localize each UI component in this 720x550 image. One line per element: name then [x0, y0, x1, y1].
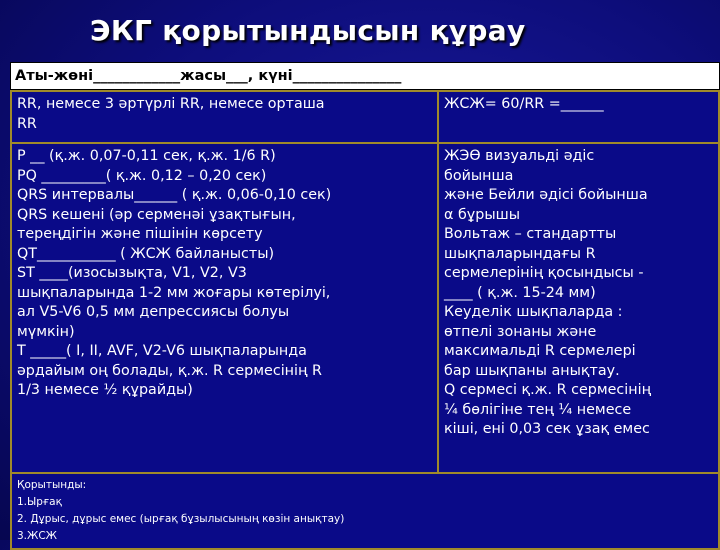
interval-line: QT___________ ( ЖСЖ байланысты)	[17, 245, 275, 262]
axis-line: максимальді R сермелері	[444, 343, 636, 359]
axis-line: және Бейли әдісі бойынша	[444, 187, 648, 203]
interval-line: тереңдігін және пішінін көрсету	[17, 226, 263, 242]
hr-cell	[438, 91, 719, 143]
interval-line: T _____( I, II, AVF, V2-V6 шықпаларында	[17, 343, 307, 359]
rr-line: RR	[17, 115, 37, 132]
axis-line: шықпаларындағы R	[444, 245, 596, 262]
ecg-table	[10, 90, 720, 550]
axis-line: ____ ( қ.ж. 15-24 мм)	[444, 284, 596, 301]
conclusion-line: 2. Дұрыс, дұрыс емес (ырғақ бұзылысының көзін анықтау)	[17, 513, 345, 525]
axis-line: бойынша	[444, 167, 514, 184]
axis-line: ¼ бөлігіне тең ¼ немесе	[444, 401, 632, 418]
rr-line: RR, немесе 3 әртүрлі RR, немесе орташа	[17, 96, 325, 112]
interval-line: шықпаларында 1-2 мм жоғары көтерілуі,	[17, 284, 331, 301]
axis-line: ЖЭӨ визуальді әдіс	[444, 148, 595, 164]
axis-line: Вольтаж – стандартты	[444, 226, 617, 242]
interval-line: PQ _________( қ.ж. 0,12 – 0,20 сек)	[17, 167, 267, 184]
conclusion-line: Қорытынды:	[17, 479, 87, 491]
interval-line: QRS интервалы______ ( қ.ж. 0,06-0,10 сек)	[17, 187, 332, 203]
interval-line: 1/3 немесе ½ құрайды)	[17, 382, 193, 398]
conclusion-line: 3.ЖСЖ	[17, 530, 57, 542]
conclusion-line: 1.Ырғақ	[17, 496, 62, 508]
interval-line: P __ (қ.ж. 0,07-0,11 сек, қ.ж. 1/6 R)	[17, 148, 276, 164]
axis-line: өтпелі зонаны және	[444, 323, 597, 340]
interval-line: әрдайым оң болады, қ.ж. R сермесінің R	[17, 362, 322, 379]
axis-line: Q сермесі қ.ж. R сермесінің	[444, 382, 652, 398]
axis-line: сермелерінің қосындысы -	[444, 265, 644, 281]
axis-voltage-cell	[438, 143, 719, 473]
intervals-cell	[11, 143, 438, 473]
table-row-conclusion	[11, 473, 719, 549]
page-title: ЭКГ қорытындысын құрау	[90, 14, 526, 47]
axis-line: α бұрышы	[444, 206, 520, 223]
hr-line: ЖСЖ= 60/RR =______	[444, 96, 604, 112]
interval-line: QRS кешені (әр серменәі ұзақтығын,	[17, 206, 296, 223]
patient-info-row: Аты-жөні____________жасы___, күні_______________	[10, 62, 720, 90]
interval-line: ST ____(изосызықта, V1, V2, V3	[17, 265, 247, 281]
axis-line: бар шықпаны анықтау.	[444, 362, 620, 379]
axis-line: Кеуделік шықпаларда :	[444, 304, 623, 320]
table-row-intervals	[11, 143, 719, 473]
table-row-rr	[11, 91, 719, 143]
rr-cell	[11, 91, 438, 143]
axis-line: кіші, ені 0,03 сек ұзақ емес	[444, 421, 650, 437]
interval-line: ал V5-V6 0,5 мм депрессиясы болуы	[17, 304, 290, 320]
conclusion-cell	[11, 473, 719, 549]
interval-line: мүмкін)	[17, 323, 75, 340]
